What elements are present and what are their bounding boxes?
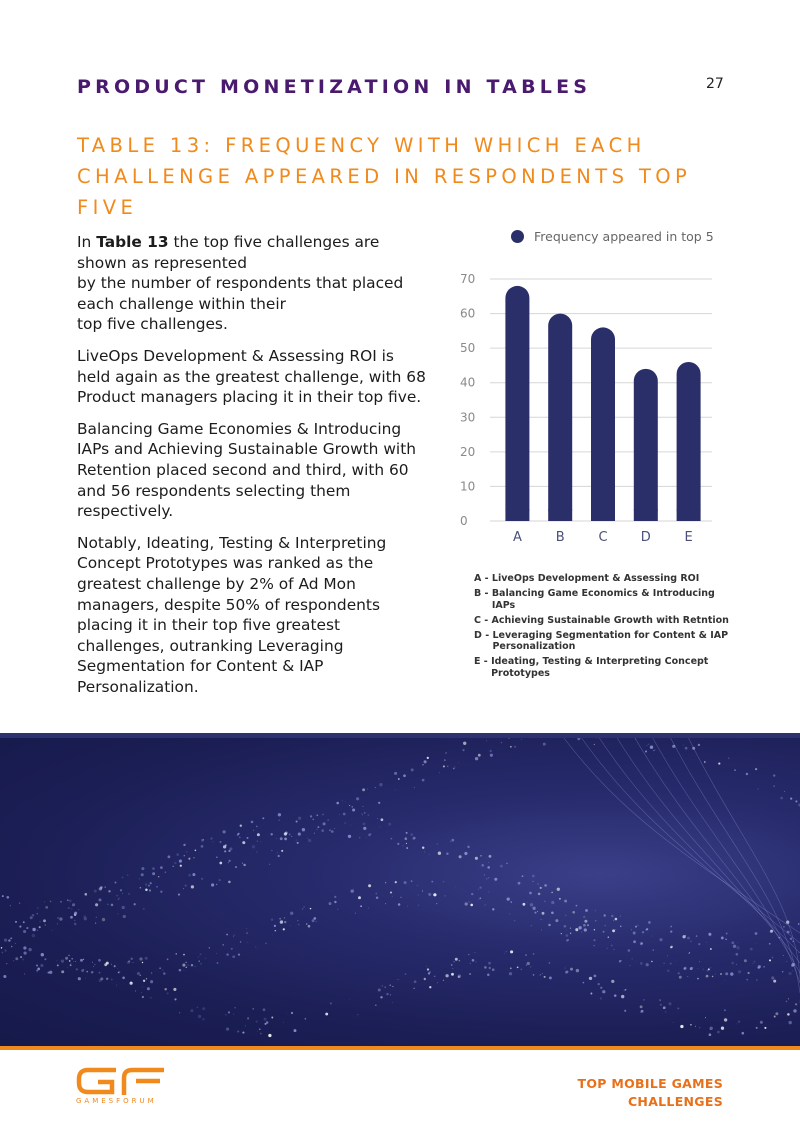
- page-number: 27: [706, 76, 724, 92]
- intro-line-2: shown as represented: [77, 253, 247, 272]
- bar: [634, 369, 658, 521]
- y-tick-label: 70: [460, 272, 476, 286]
- footer-title-line-1: TOP MOBILE GAMES: [577, 1076, 723, 1091]
- chart-key-letter: B -: [474, 588, 492, 599]
- intro-line-5: top five challenges.: [77, 315, 228, 334]
- paragraph-balancing: Balancing Game Economies & Introducing IAPs and Achieving Sustainable Growth with Retention placed second and third, with 60 and 56 respondents selecting them respectively.: [77, 419, 416, 521]
- x-tick-label: B: [555, 530, 565, 545]
- x-tick-label: D: [640, 530, 651, 545]
- chart-key-text: LiveOps Development & Assessing ROI: [491, 573, 700, 584]
- chart-key-text: Balancing Game Economics & Introducing IAPs: [491, 588, 715, 611]
- intro-prefix: In: [77, 233, 97, 251]
- section-title: PRODUCT MONETIZATION IN TABLES: [77, 76, 592, 98]
- gamesforum-logo-icon: [76, 1067, 168, 1095]
- chart-key-letter: A -: [474, 573, 492, 584]
- chart-legend: [511, 229, 714, 244]
- y-tick-label: 40: [460, 375, 476, 390]
- chart-key-item: [474, 615, 734, 627]
- chart-key-letter: D -: [474, 629, 493, 641]
- y-tick-label: 50: [460, 341, 476, 356]
- bar-base: [591, 509, 615, 521]
- y-tick-label: 20: [460, 444, 476, 459]
- paragraph-notably: Notably, Ideating, Testing & Interpreting Concept Prototypes was ranked as the greatest challenge by 2% of Ad Mon managers, despite 50% of respondents placing it in their top five greatest challenges, outranking Leveraging Segmentation for Content & IAP Personalization.: [77, 533, 387, 696]
- bar-base: [634, 509, 658, 521]
- particle-field: [1, 733, 800, 1037]
- bar: [591, 327, 615, 521]
- table-title: [77, 130, 757, 223]
- bar: [677, 362, 701, 521]
- chart-key-letter: E -: [474, 656, 492, 667]
- paragraph-intro: [77, 232, 432, 335]
- chart-key-item: [474, 656, 734, 679]
- intro-line-1: the top five challenges are: [168, 233, 380, 251]
- bar-base: [548, 509, 572, 521]
- chart-key-list: [474, 573, 734, 683]
- chart-key-text: Ideating, Testing & Interpreting Concept Prototypes: [491, 656, 709, 679]
- intro-line-3: by the number of respondents that placed: [77, 274, 404, 293]
- banner-top-edge: [0, 733, 800, 738]
- chart-key-item: [474, 573, 734, 585]
- table-title-line-1: TABLE 13: FREQUENCY WITH WHICH EACH: [77, 134, 646, 157]
- logo-wordmark: GAMESFORUM: [76, 1097, 157, 1105]
- legend-label: Frequency appeared in top 5: [534, 229, 714, 244]
- y-tick-label: 60: [460, 306, 476, 321]
- chart-key-item: [474, 630, 734, 653]
- bar-base: [677, 509, 701, 521]
- footer-title-line-2: CHALLENGES: [627, 1094, 723, 1109]
- legend-swatch: [511, 230, 524, 243]
- footer-document-title: [578, 1075, 723, 1111]
- body-text: [77, 232, 432, 708]
- particle-wave-image: [0, 733, 800, 1046]
- y-tick-label: 10: [460, 479, 476, 494]
- chart-key-item: [474, 588, 734, 611]
- x-tick-label: A: [512, 530, 522, 545]
- y-tick-label: 30: [460, 410, 476, 425]
- table-reference: Table 13: [96, 233, 169, 251]
- table-title-line-2: CHALLENGE APPEARED IN RESPONDENTS TOP FIVE: [77, 165, 692, 219]
- bar-base: [505, 509, 529, 521]
- footer-divider: [0, 1046, 800, 1050]
- x-tick-label: E: [684, 530, 693, 545]
- decorative-particle-banner: [0, 733, 800, 1046]
- y-tick-label: 0: [460, 514, 468, 528]
- chart-key-text: Achieving Sustainable Growth with Retntion: [491, 614, 729, 626]
- chart-key-text: Leveraging Segmentation for Content & IAP Personalization: [492, 629, 729, 652]
- paragraph-liveops: LiveOps Development & Assessing ROI is held again as the greatest challenge, with 68 Product managers placing it in their top five.: [77, 346, 426, 407]
- intro-line-4: each challenge within their: [77, 294, 286, 313]
- bar: [505, 286, 529, 521]
- x-tick-label: C: [598, 530, 608, 545]
- bar-chart: [460, 262, 720, 552]
- bar: [548, 314, 572, 521]
- chart-key-letter: C -: [474, 614, 492, 626]
